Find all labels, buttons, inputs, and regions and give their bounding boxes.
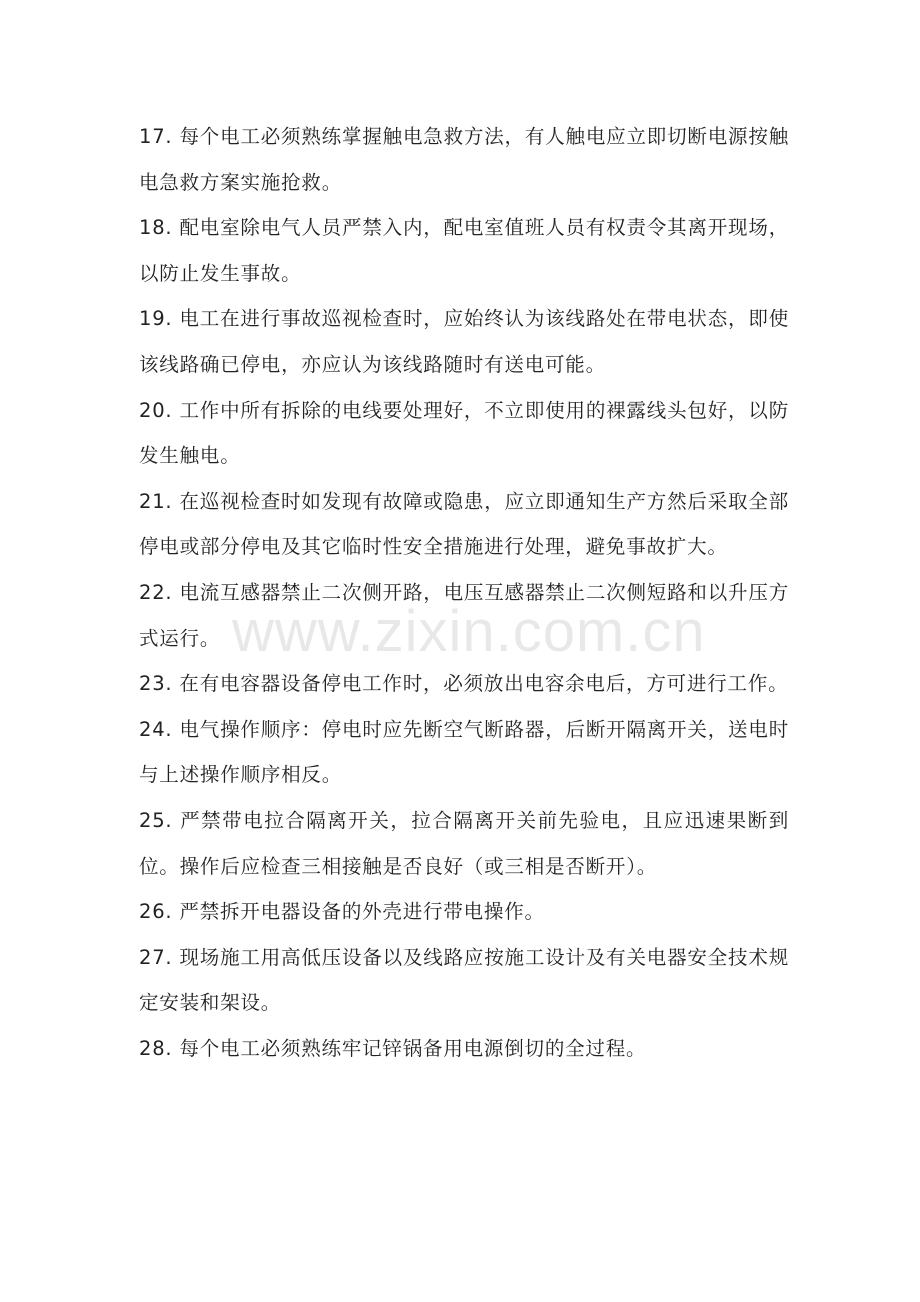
rule-number: 21. xyxy=(139,489,173,513)
rule-number: 25. xyxy=(139,808,173,832)
rule-item-17 xyxy=(139,114,789,205)
rule-text: 在巡视检查时如发现有故障或隐患，应立即通知生产方然后采取全部停电或部分停电及其它临时性安全措施进行处理，避免事故扩大。 xyxy=(139,489,789,559)
rule-number: 17. xyxy=(139,125,173,148)
rule-item-22 xyxy=(139,570,789,661)
rule-item-23 xyxy=(139,661,789,707)
rule-text: 每个电工必须熟练牢记锌锅备用电源倒切的全过程。 xyxy=(179,1036,647,1060)
rule-item-18 xyxy=(139,205,789,296)
rule-item-20 xyxy=(139,388,789,479)
rule-text: 每个电工必须熟练掌握触电急救方法，有人触电应立即切断电源按触电急救方案实施抢救。 xyxy=(139,125,789,194)
watermark: www.zixin.com.cn xyxy=(232,599,706,664)
rule-text: 严禁拆开电器设备的外壳进行带电操作。 xyxy=(179,900,545,924)
rule-item-21 xyxy=(139,479,789,570)
rule-item-27 xyxy=(139,935,789,1026)
rule-text: 在有电容器设备停电工作时，必须放出电容余电后，方可进行工作。 xyxy=(179,672,789,696)
rule-item-28 xyxy=(139,1026,789,1072)
rule-item-19 xyxy=(139,296,789,387)
rule-text: 电工在进行事故巡视检查时，应始终认为该线路处在带电状态，即使该线路确已停电，亦应认为该线路随时有送电可能。 xyxy=(139,307,789,376)
rule-item-25 xyxy=(139,798,789,889)
rule-number: 28. xyxy=(139,1036,173,1060)
rules-list xyxy=(139,114,789,1071)
rule-item-26 xyxy=(139,889,789,935)
rule-text: 配电室除电气人员严禁入内，配电室值班人员有权责令其离开现场，以防止发生事故。 xyxy=(139,216,789,285)
rule-number: 26. xyxy=(139,900,173,924)
rule-text: 电气操作顺序：停电时应先断空气断路器，后断开隔离开关，送电时与上述操作顺序相反。 xyxy=(139,717,789,787)
rule-number: 18. xyxy=(139,216,173,240)
rule-text: 电流互感器禁止二次侧开路，电压互感器禁止二次侧短路和以升压方式运行。 xyxy=(139,580,789,650)
rule-number: 22. xyxy=(139,580,173,604)
rule-number: 27. xyxy=(139,945,173,969)
rule-item-24 xyxy=(139,707,789,798)
rule-text: 工作中所有拆除的电线要处理好，不立即使用的裸露线头包好，以防发生触电。 xyxy=(139,398,789,468)
rule-number: 23. xyxy=(139,672,173,696)
rule-number: 19. xyxy=(139,307,173,331)
rule-number: 20. xyxy=(139,398,173,422)
rule-number: 24. xyxy=(139,717,173,741)
rule-text: 现场施工用高低压设备以及线路应按施工设计及有关电器安全技术规定安装和架设。 xyxy=(139,945,789,1015)
rule-text: 严禁带电拉合隔离开关，拉合隔离开关前先验电，且应迅速果断到位。操作后应检查三相接触是否良好（或三相是否断开）。 xyxy=(139,808,789,878)
